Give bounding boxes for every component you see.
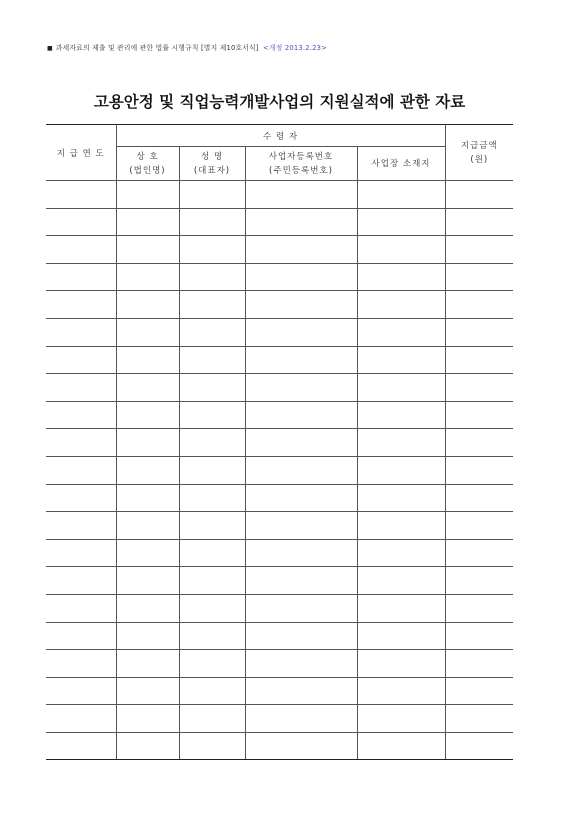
cell-registration-number (245, 650, 357, 678)
cell-business-address (357, 567, 445, 595)
cell-name (179, 208, 245, 236)
cell-company (116, 236, 179, 264)
cell-company (116, 318, 179, 346)
table-row (46, 291, 513, 319)
cell-payment-year (46, 732, 116, 760)
cell-company (116, 539, 179, 567)
cell-payment-year (46, 622, 116, 650)
cell-business-address (357, 181, 445, 209)
cell-payment-year (46, 456, 116, 484)
cell-payment-amount (445, 236, 513, 264)
cell-name (179, 318, 245, 346)
cell-registration-number (245, 677, 357, 705)
cell-business-address (357, 318, 445, 346)
cell-payment-year (46, 539, 116, 567)
table-header-row (46, 125, 513, 147)
cell-registration-number (245, 181, 357, 209)
cell-payment-amount (445, 346, 513, 374)
cell-name (179, 732, 245, 760)
cell-payment-year (46, 401, 116, 429)
cell-payment-year (46, 650, 116, 678)
cell-business-address (357, 456, 445, 484)
table-row (46, 208, 513, 236)
cell-business-address (357, 236, 445, 264)
cell-business-address (357, 401, 445, 429)
table-row (46, 622, 513, 650)
cell-payment-amount (445, 650, 513, 678)
cell-name (179, 512, 245, 540)
cell-payment-amount (445, 567, 513, 595)
revision-date: <개정 2013.2.23> (263, 44, 328, 52)
header-company-label: 상 호 (136, 151, 159, 162)
cell-payment-year (46, 374, 116, 402)
cell-payment-year (46, 567, 116, 595)
page-title: 고용안정 및 직업능력개발사업의 지원실적에 관한 자료 (93, 93, 466, 111)
cell-payment-amount (445, 374, 513, 402)
cell-registration-number (245, 346, 357, 374)
table-row (46, 705, 513, 733)
cell-registration-number (245, 484, 357, 512)
cell-registration-number (245, 208, 357, 236)
header-recipient-group: 수 령 자 (116, 125, 445, 147)
table-row (46, 374, 513, 402)
cell-name (179, 346, 245, 374)
table-row (46, 539, 513, 567)
header-reg-no-label: 사업자등록번호 (268, 151, 334, 162)
cell-company (116, 594, 179, 622)
table-row (46, 650, 513, 678)
cell-name (179, 456, 245, 484)
header-address-label: 사업장 소재지 (371, 158, 431, 169)
cell-company (116, 429, 179, 457)
cell-payment-year (46, 346, 116, 374)
cell-registration-number (245, 374, 357, 402)
cell-name (179, 622, 245, 650)
header-payment-amount (445, 125, 513, 181)
cell-business-address (357, 429, 445, 457)
table-row (46, 567, 513, 595)
header-name (179, 147, 245, 181)
cell-payment-year (46, 318, 116, 346)
cell-business-address (357, 622, 445, 650)
table-row (46, 181, 513, 209)
cell-payment-year (46, 236, 116, 264)
cell-payment-amount (445, 732, 513, 760)
cell-name (179, 594, 245, 622)
cell-registration-number (245, 263, 357, 291)
cell-business-address (357, 208, 445, 236)
cell-company (116, 456, 179, 484)
cell-company (116, 401, 179, 429)
header-reg-no-sub: (주민등록번호) (269, 165, 333, 176)
cell-business-address (357, 594, 445, 622)
table-body (46, 181, 513, 760)
cell-payment-year (46, 484, 116, 512)
cell-payment-year (46, 429, 116, 457)
cell-name (179, 539, 245, 567)
cell-payment-amount (445, 291, 513, 319)
cell-company (116, 567, 179, 595)
form-reference-note (47, 42, 327, 52)
header-payment-year: 지 급 연 도 (46, 125, 116, 181)
header-company-sub: (법인명) (129, 165, 166, 176)
cell-payment-amount (445, 539, 513, 567)
cell-payment-amount (445, 263, 513, 291)
table-row (46, 236, 513, 264)
header-amount-label: 지급금액 (460, 140, 498, 151)
cell-registration-number (245, 291, 357, 319)
cell-payment-amount (445, 181, 513, 209)
cell-company (116, 346, 179, 374)
cell-payment-year (46, 263, 116, 291)
cell-name (179, 263, 245, 291)
cell-payment-amount (445, 484, 513, 512)
header-registration-number (245, 147, 357, 181)
cell-payment-year (46, 291, 116, 319)
table-row (46, 346, 513, 374)
cell-name (179, 705, 245, 733)
cell-business-address (357, 484, 445, 512)
cell-payment-year (46, 677, 116, 705)
cell-name (179, 484, 245, 512)
table-row (46, 456, 513, 484)
cell-name (179, 429, 245, 457)
cell-payment-amount (445, 622, 513, 650)
square-bullet-icon: ■ (47, 45, 53, 52)
cell-registration-number (245, 705, 357, 733)
cell-business-address (357, 346, 445, 374)
cell-company (116, 484, 179, 512)
table-row (46, 677, 513, 705)
cell-payment-amount (445, 512, 513, 540)
table-row (46, 318, 513, 346)
cell-registration-number (245, 539, 357, 567)
cell-company (116, 291, 179, 319)
support-record-table (46, 124, 513, 760)
cell-payment-year (46, 512, 116, 540)
cell-name (179, 650, 245, 678)
cell-payment-amount (445, 594, 513, 622)
cell-business-address (357, 732, 445, 760)
cell-name (179, 291, 245, 319)
table-row (46, 429, 513, 457)
cell-business-address (357, 539, 445, 567)
cell-name (179, 181, 245, 209)
table-row (46, 484, 513, 512)
header-name-sub: (대표자) (193, 165, 231, 176)
cell-registration-number (245, 236, 357, 264)
cell-registration-number (245, 401, 357, 429)
cell-payment-year (46, 181, 116, 209)
cell-name (179, 236, 245, 264)
cell-business-address (357, 512, 445, 540)
cell-name (179, 677, 245, 705)
cell-business-address (357, 705, 445, 733)
cell-payment-amount (445, 456, 513, 484)
cell-payment-amount (445, 401, 513, 429)
cell-payment-year (46, 594, 116, 622)
table-subheader-row (46, 147, 513, 181)
table-row (46, 401, 513, 429)
cell-payment-amount (445, 677, 513, 705)
cell-business-address (357, 263, 445, 291)
cell-payment-amount (445, 705, 513, 733)
cell-payment-amount (445, 208, 513, 236)
header-company (116, 147, 179, 181)
cell-company (116, 512, 179, 540)
cell-payment-year (46, 705, 116, 733)
cell-registration-number (245, 732, 357, 760)
cell-registration-number (245, 622, 357, 650)
cell-registration-number (245, 429, 357, 457)
table-row (46, 732, 513, 760)
cell-company (116, 677, 179, 705)
cell-name (179, 567, 245, 595)
table-row (46, 512, 513, 540)
cell-payment-amount (445, 429, 513, 457)
cell-name (179, 401, 245, 429)
cell-business-address (357, 677, 445, 705)
cell-business-address (357, 374, 445, 402)
cell-registration-number (245, 318, 357, 346)
header-business-address (357, 147, 445, 181)
cell-payment-amount (445, 318, 513, 346)
cell-name (179, 374, 245, 402)
cell-company (116, 705, 179, 733)
cell-company (116, 208, 179, 236)
cell-company (116, 263, 179, 291)
form-reference-text: 과세자료의 제출 및 관리에 관한 법률 시행규칙 [별지 제10호서식] (55, 44, 259, 52)
cell-registration-number (245, 512, 357, 540)
cell-company (116, 181, 179, 209)
cell-registration-number (245, 567, 357, 595)
cell-company (116, 622, 179, 650)
table-row (46, 263, 513, 291)
header-name-label: 성 명 (200, 151, 224, 162)
cell-company (116, 732, 179, 760)
table-row (46, 594, 513, 622)
cell-business-address (357, 291, 445, 319)
cell-company (116, 650, 179, 678)
cell-payment-year (46, 208, 116, 236)
cell-business-address (357, 650, 445, 678)
cell-registration-number (245, 456, 357, 484)
cell-company (116, 374, 179, 402)
cell-registration-number (245, 594, 357, 622)
header-amount-unit: (원) (470, 154, 489, 165)
